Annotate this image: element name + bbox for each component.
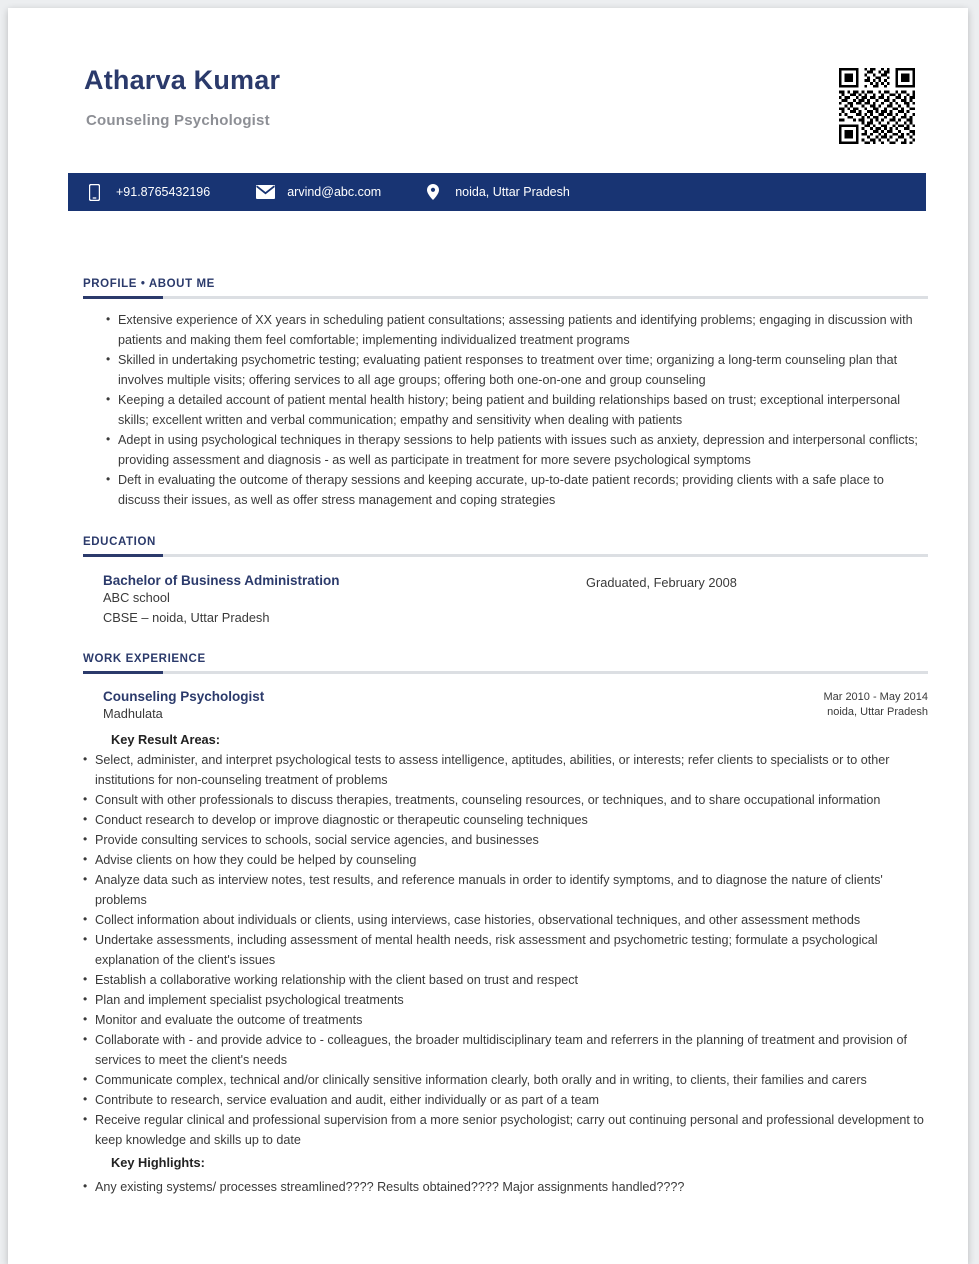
education-degree: Bachelor of Business Administration xyxy=(103,573,340,588)
contact-phone-text: +91.8765432196 xyxy=(116,185,211,199)
list-item: • Any existing systems/ processes streamlined???? Results obtained???? Major assignments handled???? xyxy=(83,1177,928,1197)
candidate-name: Atharva Kumar xyxy=(84,65,281,95)
contact-phone[interactable] xyxy=(84,184,210,201)
list-item: • Monitor and evaluate the outcome of treatments xyxy=(83,1010,928,1030)
list-item: • Conduct research to develop or improve diagnostic or therapeutic counseling techniques xyxy=(83,810,928,830)
candidate-job-title: Counseling Psychologist xyxy=(86,112,270,129)
work-experience-entry xyxy=(83,689,928,724)
contact-email[interactable] xyxy=(255,185,381,199)
contact-location-text: noida, Uttar Pradesh xyxy=(455,185,570,199)
profile-bullet-list xyxy=(83,310,928,510)
education-section-heading: EDUCATION xyxy=(83,536,156,548)
key-highlights-label: Key Highlights: xyxy=(111,1155,205,1170)
list-item: • Undertake assessments, including assessment of mental health needs, risk assessment and psychometric testing; formulate a psychological explanation of the client's issues xyxy=(83,930,928,970)
list-item: • Analyze data such as interview notes, test results, and reference manuals in order to identify symptoms, and to diagnose the nature of clients' problems xyxy=(83,870,928,910)
job-meta xyxy=(823,690,928,720)
work-experience-section-heading: WORK EXPERIENCE xyxy=(83,653,206,665)
list-item: • Skilled in undertaking psychometric testing; evaluating patient responses to treatment over time; organizing a long-term counseling plan that involves multiple visits; offering services to all age groups; offering both one-on-one and group counseling xyxy=(106,350,928,390)
contact-email-text: arvind@abc.com xyxy=(287,185,382,199)
list-item: • Keeping a detailed account of patient mental health history; being patient and building relationships based on trust; exceptional interpersonal skills; excellent written and verbal communication; empathy and sensitivity when dealing with patients xyxy=(106,390,928,430)
work-experience-section xyxy=(83,653,928,1197)
list-item: • Plan and implement specialist psychological treatments xyxy=(83,990,928,1010)
list-item: • Select, administer, and interpret psychological tests to assess intelligence, aptitudes, abilities, or interests; refer clients to specialists or to other institutions for non-counseling treatment of problems xyxy=(83,750,928,790)
section-divider xyxy=(83,671,928,674)
list-item: • Extensive experience of XX years in scheduling patient consultations; assessing patients and identifying problems; engaging in discussion with patients and making them feel comfortable; implementing individualized treatment programs xyxy=(106,310,928,350)
key-result-areas-list xyxy=(83,750,928,1150)
list-item: • Collaborate with - and provide advice to - colleagues, the broader multidisciplinary team and referrers in the planning of treatment and provision of services to meet the client's needs xyxy=(83,1030,928,1070)
list-item: • Deft in evaluating the outcome of therapy sessions and keeping accurate, up-to-date patient records; providing clients with a safe place to discuss their issues, as well as offer stress management and coping strategies xyxy=(106,470,928,510)
key-result-areas-label: Key Result Areas: xyxy=(111,732,221,747)
education-school: ABC school xyxy=(103,590,170,605)
contact-bar xyxy=(68,173,926,211)
education-graduation-date: Graduated, February 2008 xyxy=(586,575,737,590)
list-item: • Communicate complex, technical and/or clinically sensitive information clearly, both orally and in writing, to clients, their families and carers xyxy=(83,1070,928,1090)
envelope-icon xyxy=(255,185,275,199)
job-dates: Mar 2010 - May 2014 xyxy=(823,691,928,703)
list-item: • Consult with other professionals to discuss therapies, treatments, counseling resources, or techniques, and to share occupational information xyxy=(83,790,928,810)
resume-document xyxy=(8,8,968,1264)
education-board: CBSE – noida, Uttar Pradesh xyxy=(103,610,270,625)
map-pin-icon xyxy=(423,184,443,200)
job-title: Counseling Psychologist xyxy=(103,689,265,704)
list-item: • Establish a collaborative working relationship with the client based on trust and respect xyxy=(83,970,928,990)
key-highlights-list xyxy=(83,1177,928,1197)
mobile-phone-icon xyxy=(84,184,104,201)
education-entry-left xyxy=(103,573,928,628)
list-item: • Adept in using psychological techniques in therapy sessions to help patients with issues such as anxiety, depression and interpersonal conflicts; providing assessment and diagnosis - as well as participate in treatment for more severe psychological symptoms xyxy=(106,430,928,470)
list-item: • Contribute to research, service evaluation and audit, either individually or as part of a team xyxy=(83,1090,928,1110)
profile-section-heading: PROFILE • ABOUT ME xyxy=(83,278,215,290)
list-item: • Advise clients on how they could be helped by counseling xyxy=(83,850,928,870)
resume-header xyxy=(8,8,968,129)
section-divider xyxy=(83,554,928,557)
contact-location[interactable] xyxy=(423,184,570,200)
education-entry xyxy=(83,573,928,628)
qr-code-icon xyxy=(836,65,918,147)
list-item: • Receive regular clinical and professional supervision from a more senior psychologist; carry out continuing personal and professional development to keep knowledge and skills up to date xyxy=(83,1110,928,1150)
profile-section xyxy=(83,278,928,510)
list-item: • Provide consulting services to schools, social service agencies, and businesses xyxy=(83,830,928,850)
education-section xyxy=(83,536,928,628)
list-item: • Collect information about individuals or clients, using interviews, case histories, observational techniques, and other assessment methods xyxy=(83,910,928,930)
job-location: noida, Uttar Pradesh xyxy=(827,706,928,718)
section-divider xyxy=(83,296,928,299)
job-company: Madhulata xyxy=(103,706,163,721)
